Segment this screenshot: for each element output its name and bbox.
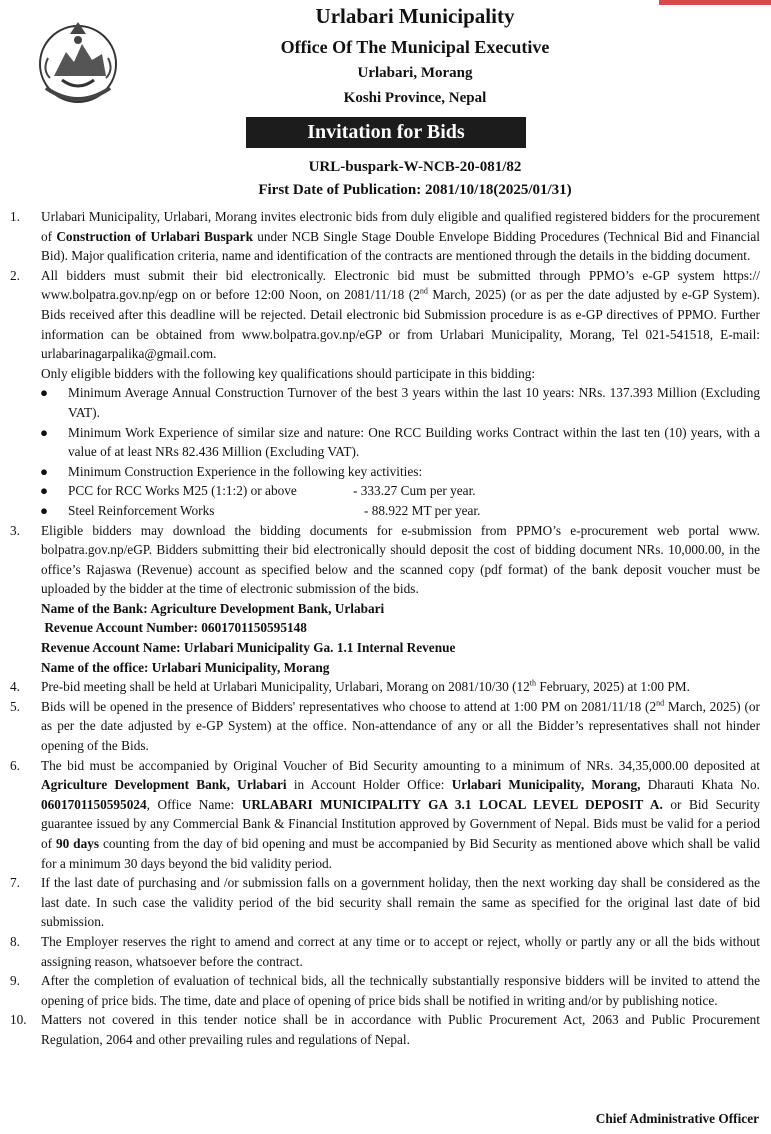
org-name: Urlabari Municipality: [315, 4, 515, 28]
qualification-intro: Only eligible bidders with the following key qualifications should participate in this bidding:: [41, 365, 536, 381]
clause-text: The bid must be accompanied by Original Voucher of Bid Security amounting to a minimum of NRs. 34,35,000.00 deposited at: [41, 757, 760, 773]
clause-text: March, 2025) (or as per the date adjusted by e-GP System). Bids received after this deadline will be rejected. Detail electronic bid Submission procedure is as e-GP directives of PPMO. Further information can be obtained from www.bolpatra.gov.np/eGP or from Urlabari Municipality, Morang, Tel 021-541518, E-mail: urlabarinagarpalika@gmail.com.: [41, 287, 760, 362]
revenue-account-name: Revenue Account Name: Urlabari Municipality Ga. 1.1 Internal Revenue: [41, 640, 456, 656]
corner-mark: [659, 0, 771, 5]
bullet-icon: ●: [40, 424, 49, 440]
clause-number: 8.: [10, 933, 20, 949]
signatory-title: Chief Administrative Officer: [595, 1111, 759, 1126]
publication-date: First Date of Publication: 2081/10/18(2025/01/31): [258, 182, 572, 198]
activity-name: Steel Reinforcement Works: [68, 502, 215, 518]
clause-text: Eligible bidders may download the bidding documents for e-submission from PPMO’s e-procurement web portal www. bolpatra.gov.np/eGP. Bidders submitting their bid electronically should deposit the cost of bidding document NRs. 10,000.00, in the office’s Rajaswa (Revenue) account as specified below and the scanned copy (pdf format) of the bank deposit voucher must be uploaded by the bidder at the time of electronic submission of the bids.: [41, 522, 760, 597]
clause-7: [10, 873, 760, 932]
activity-quantity: - 333.27 Cum per year.: [353, 483, 476, 499]
clause-number: 1.: [10, 209, 20, 224]
bank-name-bold: Agriculture Development Bank, Urlabari: [41, 777, 287, 793]
clause-6: [10, 756, 760, 874]
bank-name: Name of the Bank: Agriculture Development Bank, Urlabari: [41, 600, 385, 616]
clause-text: If the last date of purchasing and /or submission falls on a government holiday, then the next working day shall be considered as the last date. In such case the validity period of the bid security shall remain the same as specified for the original last date of bid submission.: [41, 875, 760, 930]
nepal-emblem-icon: [36, 14, 120, 108]
clause-number: 2.: [10, 267, 20, 283]
clause-number: 5.: [10, 698, 20, 714]
clause-10: [10, 1010, 760, 1049]
clause-text: The Employer reserves the right to amend and correct at any time or to accept or reject, wholly or partly any or all the bids without assigning reason, whatsoever before the contract.: [41, 933, 760, 969]
clause-3: [10, 521, 760, 599]
address-line-2: Koshi Province, Nepal: [343, 90, 487, 106]
address-line-1: Urlabari, Morang: [357, 65, 473, 81]
activity-quantity: - 88.922 MT per year.: [364, 502, 481, 518]
clause-number: 4.: [10, 679, 20, 695]
validity-period: 90 days: [55, 836, 100, 851]
clause-text: March, 2025) (or as per the date adjusted by e-GP System) at the office. Non-attendance of any or all the Bidder’s representatives shall not hinder opening of the Bids.: [41, 698, 760, 754]
ordinal-suffix: nd: [656, 698, 665, 708]
clause-number: 3.: [10, 522, 20, 538]
clause-text: or Bid Security guarantee issued by any Commercial Bank & Financial Institution approved by Government of Nepal. Bids must be valid for a period of: [41, 796, 760, 851]
clause-text: Matters not covered in this tender notice shall be in accordance with Public Procurement Act, 2063 and Public Procurement Regulation, 2064 and other prevailing rules and regulations of Nepal.: [41, 1012, 760, 1047]
clause-4: [10, 677, 760, 697]
clause-text: After the completion of evaluation of technical bids, all the technically substantially responsive bidders will be invited to attend the opening of price bids. The time, date and place of opening of price bids shall be notified in writing and/or by publishing notice.: [41, 973, 760, 1008]
reference-number: URL-buspark-W-NCB-20-081/82: [308, 159, 522, 175]
ordinal-suffix: th: [529, 678, 537, 688]
clause-text: , Office Name:: [146, 796, 242, 812]
ordinal-suffix: nd: [419, 286, 428, 296]
clause-text: counting from the day of bid opening and must be accompanied by Bid Security as mentioned above which shall be valid for a minimum 30 days beyond the bid validity period.: [41, 836, 760, 871]
account-holder-office: Urlabari Municipality, Morang,: [451, 777, 641, 793]
bullet-icon: ●: [40, 463, 49, 479]
clause-number: 9.: [10, 973, 20, 989]
qualification-text: Minimum Average Annual Construction Turnover of the best 3 years within the last 10 years: NRs. 137.393 Million (Excluding VAT).: [68, 385, 760, 420]
clause-1: [10, 207, 760, 266]
qualification-text: Minimum Construction Experience in the following key activities:: [68, 463, 423, 479]
qualification-item: [10, 423, 760, 462]
clause-text: in Account Holder Office:: [286, 777, 452, 793]
qualification-item: [10, 481, 760, 501]
qualification-item: [10, 462, 760, 482]
deposit-office-name: URLABARI MUNICIPALITY GA 3.1 LOCAL LEVEL DEPOSIT A.: [241, 796, 663, 812]
clause-5: [10, 697, 760, 756]
bullet-icon: ●: [40, 385, 49, 401]
clause-2: [10, 266, 760, 364]
clause-8: [10, 932, 760, 971]
activity-name: PCC for RCC Works M25 (1:1:2) or above: [68, 483, 297, 499]
clause-text: Bids will be opened in the presence of Bidders' representatives who choose to attend at 1:00 PM on 2081/11/18 (2: [41, 698, 657, 714]
qualification-text: Minimum Work Experience of similar size and nature: One RCC Building works Contract within the last ten (10) years, with a value of at least NRs 82.436 Million (Excluding VAT).: [68, 424, 760, 460]
office-name: Office Of The Municipal Executive: [280, 37, 550, 57]
notice-title-banner: Invitation for Bids: [246, 117, 526, 148]
clause-text: Dharauti Khata No.: [640, 777, 760, 793]
clause-number: 6.: [10, 757, 20, 773]
qualification-item: [10, 501, 760, 521]
deposit-account-number: 0601701150595024: [41, 796, 147, 812]
clause-text: under NCB Single Stage Double Envelope Bidding Procedures (Technical Bid and Financial Bid). Major qualification criteria, name and identification of the contracts are mentioned through the details in the bidding document.: [41, 228, 760, 264]
clause-text: Pre-bid meeting shall be held at Urlabari Municipality, Urlabari, Morang on 2081/10/30 (12: [41, 679, 530, 695]
clause-text: Urlabari Municipality, Urlabari, Morang invites electronic bids from duly eligible and qualified registered bidders for the procurement of: [41, 209, 760, 244]
qualification-item: [10, 383, 760, 422]
clause-9: [10, 971, 760, 1010]
revenue-account-number: Revenue Account Number: 0601701150595148: [41, 620, 307, 636]
office-name-line: Name of the office: Urlabari Municipality, Morang: [41, 659, 330, 675]
clause-text: February, 2025) at 1:00 PM.: [536, 679, 690, 695]
bullet-icon: ●: [40, 483, 49, 499]
clause-text: All bidders must submit their bid electronically. Electronic bid must be submitted through PPMO’s e-GP system https:// www.bolpatra.gov.np/egp on or before 12:00 Noon, on 2081/11/18 (2: [41, 267, 760, 303]
bullet-icon: ●: [40, 502, 49, 518]
notice-body: [10, 207, 760, 1050]
clause-number: 10.: [10, 1012, 27, 1028]
project-name: Construction of Urlabari Buspark: [56, 228, 253, 244]
clause-number: 7.: [10, 875, 20, 891]
